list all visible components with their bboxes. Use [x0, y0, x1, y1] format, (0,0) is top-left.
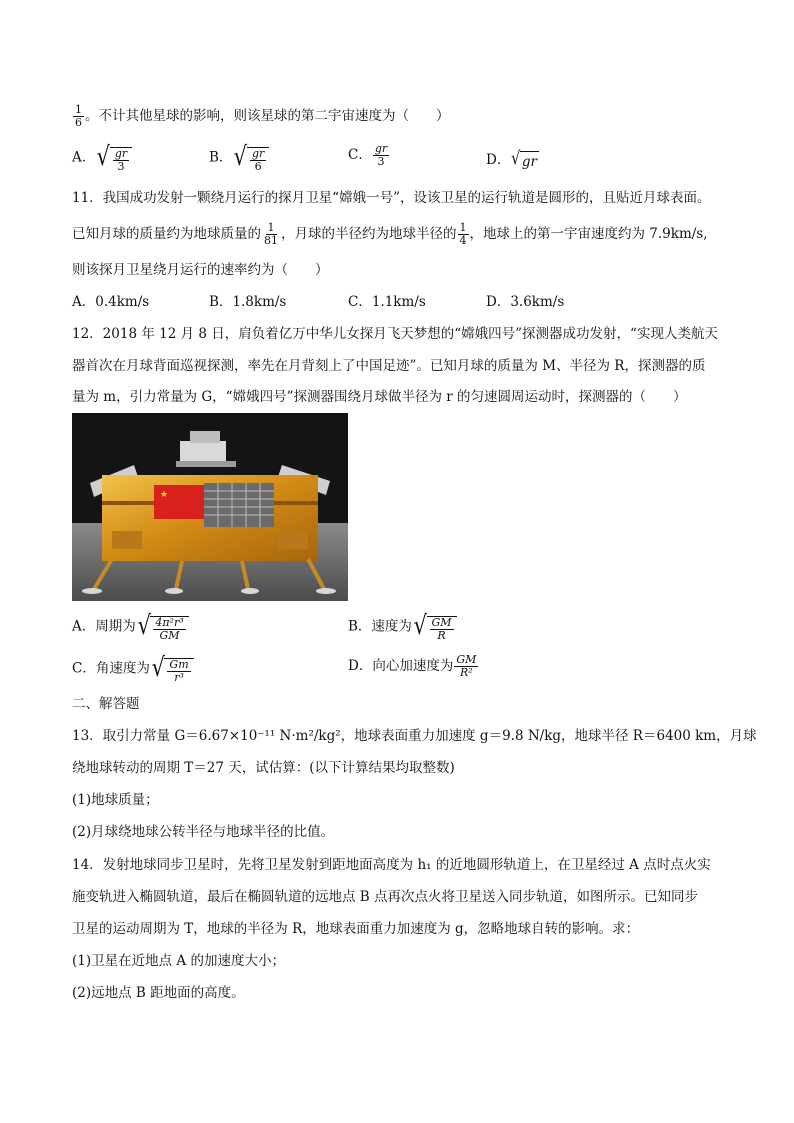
- q11-option-a[interactable]: A．0.4km/s: [72, 294, 150, 310]
- q11-line1: 11．我国成功发射一颗绕月运行的探月卫星“嫦娥一号”，设该卫星的运行轨道是圆形的，且贴近月球表面。: [72, 190, 711, 206]
- q14-line2: 施变轨进入椭圆轨道，最后在椭圆轨道的远地点 B 点再次点火将卫星送入同步轨道，如图所示。已知同步: [72, 889, 699, 905]
- q12-line1: 12．2018 年 12 月 8 日，肩负着亿万中华儿女探月飞天梦想的“嫦娥四号”探测器成功发射，“实现人类航天: [72, 326, 718, 342]
- q13-sub2: (2)月球绕地球公转半径与地球半径的比值。: [72, 824, 335, 840]
- q11-option-c[interactable]: C．1.1km/s: [348, 294, 426, 310]
- q14-sub1: (1)卫星在近地点 A 的加速度大小；: [72, 953, 285, 969]
- q10-option-c[interactable]: C． $\frac{gr}{3}$: [348, 142, 388, 168]
- q12-option-a[interactable]: A．周期为 √ $\frac{\text{4π²r³}}{GM}$: [72, 612, 189, 642]
- svg-text:★: ★: [160, 490, 169, 500]
- q11-option-d[interactable]: D．3.6km/s: [486, 294, 565, 310]
- q12-line2: 器首次在月球背面巡视探测，率先在月背刻上了中国足迹”。已知月球的质量为 M、半径为 R，探测器的质: [72, 358, 706, 374]
- q12-option-b[interactable]: B．速度为 √ $\frac{GM}{R}$: [348, 612, 457, 642]
- q14-line1: 14．发射地球同步卫星时，先将卫星发射到距地面高度为 h₁ 的近地圆形轨道上，在卫星经过 A 点时点火实: [72, 857, 711, 873]
- q10-option-d[interactable]: D． √ gr: [486, 148, 537, 170]
- sqrt: √ $\frac{gr}{6}$: [232, 143, 269, 173]
- q10-option-b[interactable]: B． √ $\frac{gr}{6}$: [209, 143, 269, 173]
- q10-stem: $\frac{1}{6}$ 。不计其他星球的影响，则该星球的第二宇宙速度为（ ）: [75, 103, 450, 129]
- q12-option-d[interactable]: D．向心加速度为 $\frac{GM}{\text{R²}}$: [348, 653, 477, 679]
- q14-line3: 卫星的运动周期为 T，地球的半径为 R，地球表面重力加速度为 g，忽略地球自转的影响。求：: [72, 921, 640, 937]
- sqrt: √ gr: [511, 148, 537, 170]
- section-heading: 二、解答题: [72, 696, 140, 712]
- q14-sub2: (2)远地点 B 距地面的高度。: [72, 985, 245, 1001]
- q11-line2: 已知月球的质量约为地球质量的 $\frac{1}{81}$ ，月球的半径约为地球半径的 $\frac{1}{4}$ ，地球上的第一宇宙速度约为 7.9km/s,: [72, 221, 708, 247]
- q10-option-a[interactable]: A． √ $\frac{gr}{3}$: [72, 143, 132, 173]
- sqrt: √ $\frac{gr}{3}$: [95, 143, 132, 173]
- q11-line3: 则该探月卫星绕月运行的速率约为（ ）: [72, 262, 329, 278]
- lander-photo: [72, 413, 348, 601]
- q12-option-c[interactable]: C．角速度为 √ $\frac{Gm}{\text{r³}}$: [72, 654, 194, 684]
- q13-sub1: (1)地球质量；: [72, 792, 159, 808]
- q11-option-b[interactable]: B．1.8km/s: [209, 294, 287, 310]
- q13-line1: 13．取引力常量 G＝6.67×10⁻¹¹ N·m²/kg²，地球表面重力加速度 g＝9.8 N/kg，地球半径 R＝6400 km，月球: [72, 728, 757, 744]
- q13-line2: 绕地球转动的周期 T＝27 天，试估算：(以下计算结果均取整数): [72, 760, 455, 776]
- q12-line3: 量为 m，引力常量为 G，“嫦娥四号”探测器围绕月球做半径为 r 的匀速圆周运动时，探测器的（ ）: [72, 389, 687, 405]
- fraction: $\frac{1}{6}$: [75, 103, 82, 129]
